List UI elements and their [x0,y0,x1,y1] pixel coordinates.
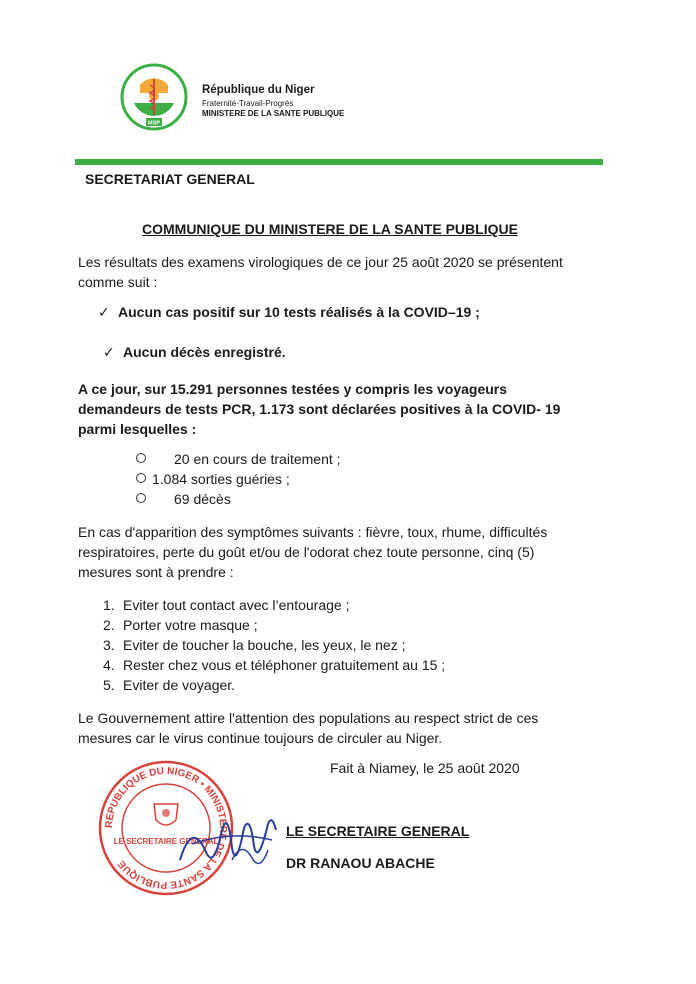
checkmark-icon: ✓ [98,304,110,320]
ministry-logo [120,63,188,131]
handwritten-signature [172,800,282,880]
checkmark-icon: ✓ [103,344,115,360]
list-item: 1.084 sorties guéries ; [136,471,290,487]
summary-line: parmi lesquelles : [78,421,197,437]
check-item: ✓ Aucun décès enregistré. [103,344,286,360]
symptoms-line: En cas d'apparition des symptômes suivants : fièvre, toux, rhume, difficultés [78,524,548,540]
list-item: 69 décès [136,491,231,507]
closing-paragraph [78,708,610,748]
circle-bullet-icon [136,493,146,503]
summary-paragraph [78,379,610,439]
svg-text:REPUBLIQUE DU NIGER • MINISTER: REPUBLIQUE DU NIGER • MINISTERE DE LA SANTE PUBLIQUE [103,765,229,891]
closing-line: mesures car le virus continue toujours de circuler au Niger. [78,730,443,746]
secretariat-heading: SECRETARIAT GENERAL [85,171,255,187]
circle-bullet-icon [136,453,146,463]
svg-text:MSP: MSP [148,120,160,127]
intro-line: comme suit : [78,274,158,290]
measure-item: 2. Porter votre masque ; [103,617,258,633]
measure-item: 5. Eviter de voyager. [103,677,236,693]
list-item: 20 en cours de traitement ; [136,451,341,467]
header-divider [75,159,603,165]
communique-title: COMMUNIQUE DU MINISTERE DE LA SANTE PUBLIQUE [142,221,518,237]
country-name: République du Niger [202,84,315,96]
check-item: ✓ Aucun cas positif sur 10 tests réalisés à la COVID–19 ; [98,304,480,320]
intro-paragraph [78,252,610,292]
measure-item: 1. Eviter tout contact avec l’entourage ; [103,597,350,613]
intro-line: Les résultats des examens virologiques de ce jour 25 août 2020 se présentent [78,254,563,270]
symptoms-line: respiratoires, perte du goût et/ou de l'odorat chez toute personne, cinq (5) [78,544,535,560]
national-motto: Fraternité-Travail-Progrès [202,99,294,108]
signatory-name: DR RANAOU ABACHE [286,855,435,871]
symptoms-line: mesures sont à prendre : [78,564,234,580]
circle-bullet-icon [136,473,146,483]
svg-text:LE SECRETAIRE GENERAL: LE SECRETAIRE GENERAL [113,837,219,846]
measure-item: 3. Eviter de toucher la bouche, les yeux, le nez ; [103,637,406,653]
signatory-title: LE SECRETAIRE GENERAL [286,823,470,839]
closing-line: Le Gouvernement attire l'attention des populations au respect strict de ces [78,710,539,726]
measure-item: 4. Rester chez vous et téléphoner gratuitement au 15 ; [103,657,446,673]
place-date: Fait à Niamey, le 25 août 2020 [330,760,520,776]
summary-line: demandeurs de tests PCR, 1.173 sont déclarées positives à la COVID- 19 [78,401,561,417]
summary-line: A ce jour, sur 15.291 personnes testées y compris les voyageurs [78,381,508,397]
ministry-name: MINISTERE DE LA SANTE PUBLIQUE [202,109,345,118]
symptoms-paragraph [78,522,610,582]
